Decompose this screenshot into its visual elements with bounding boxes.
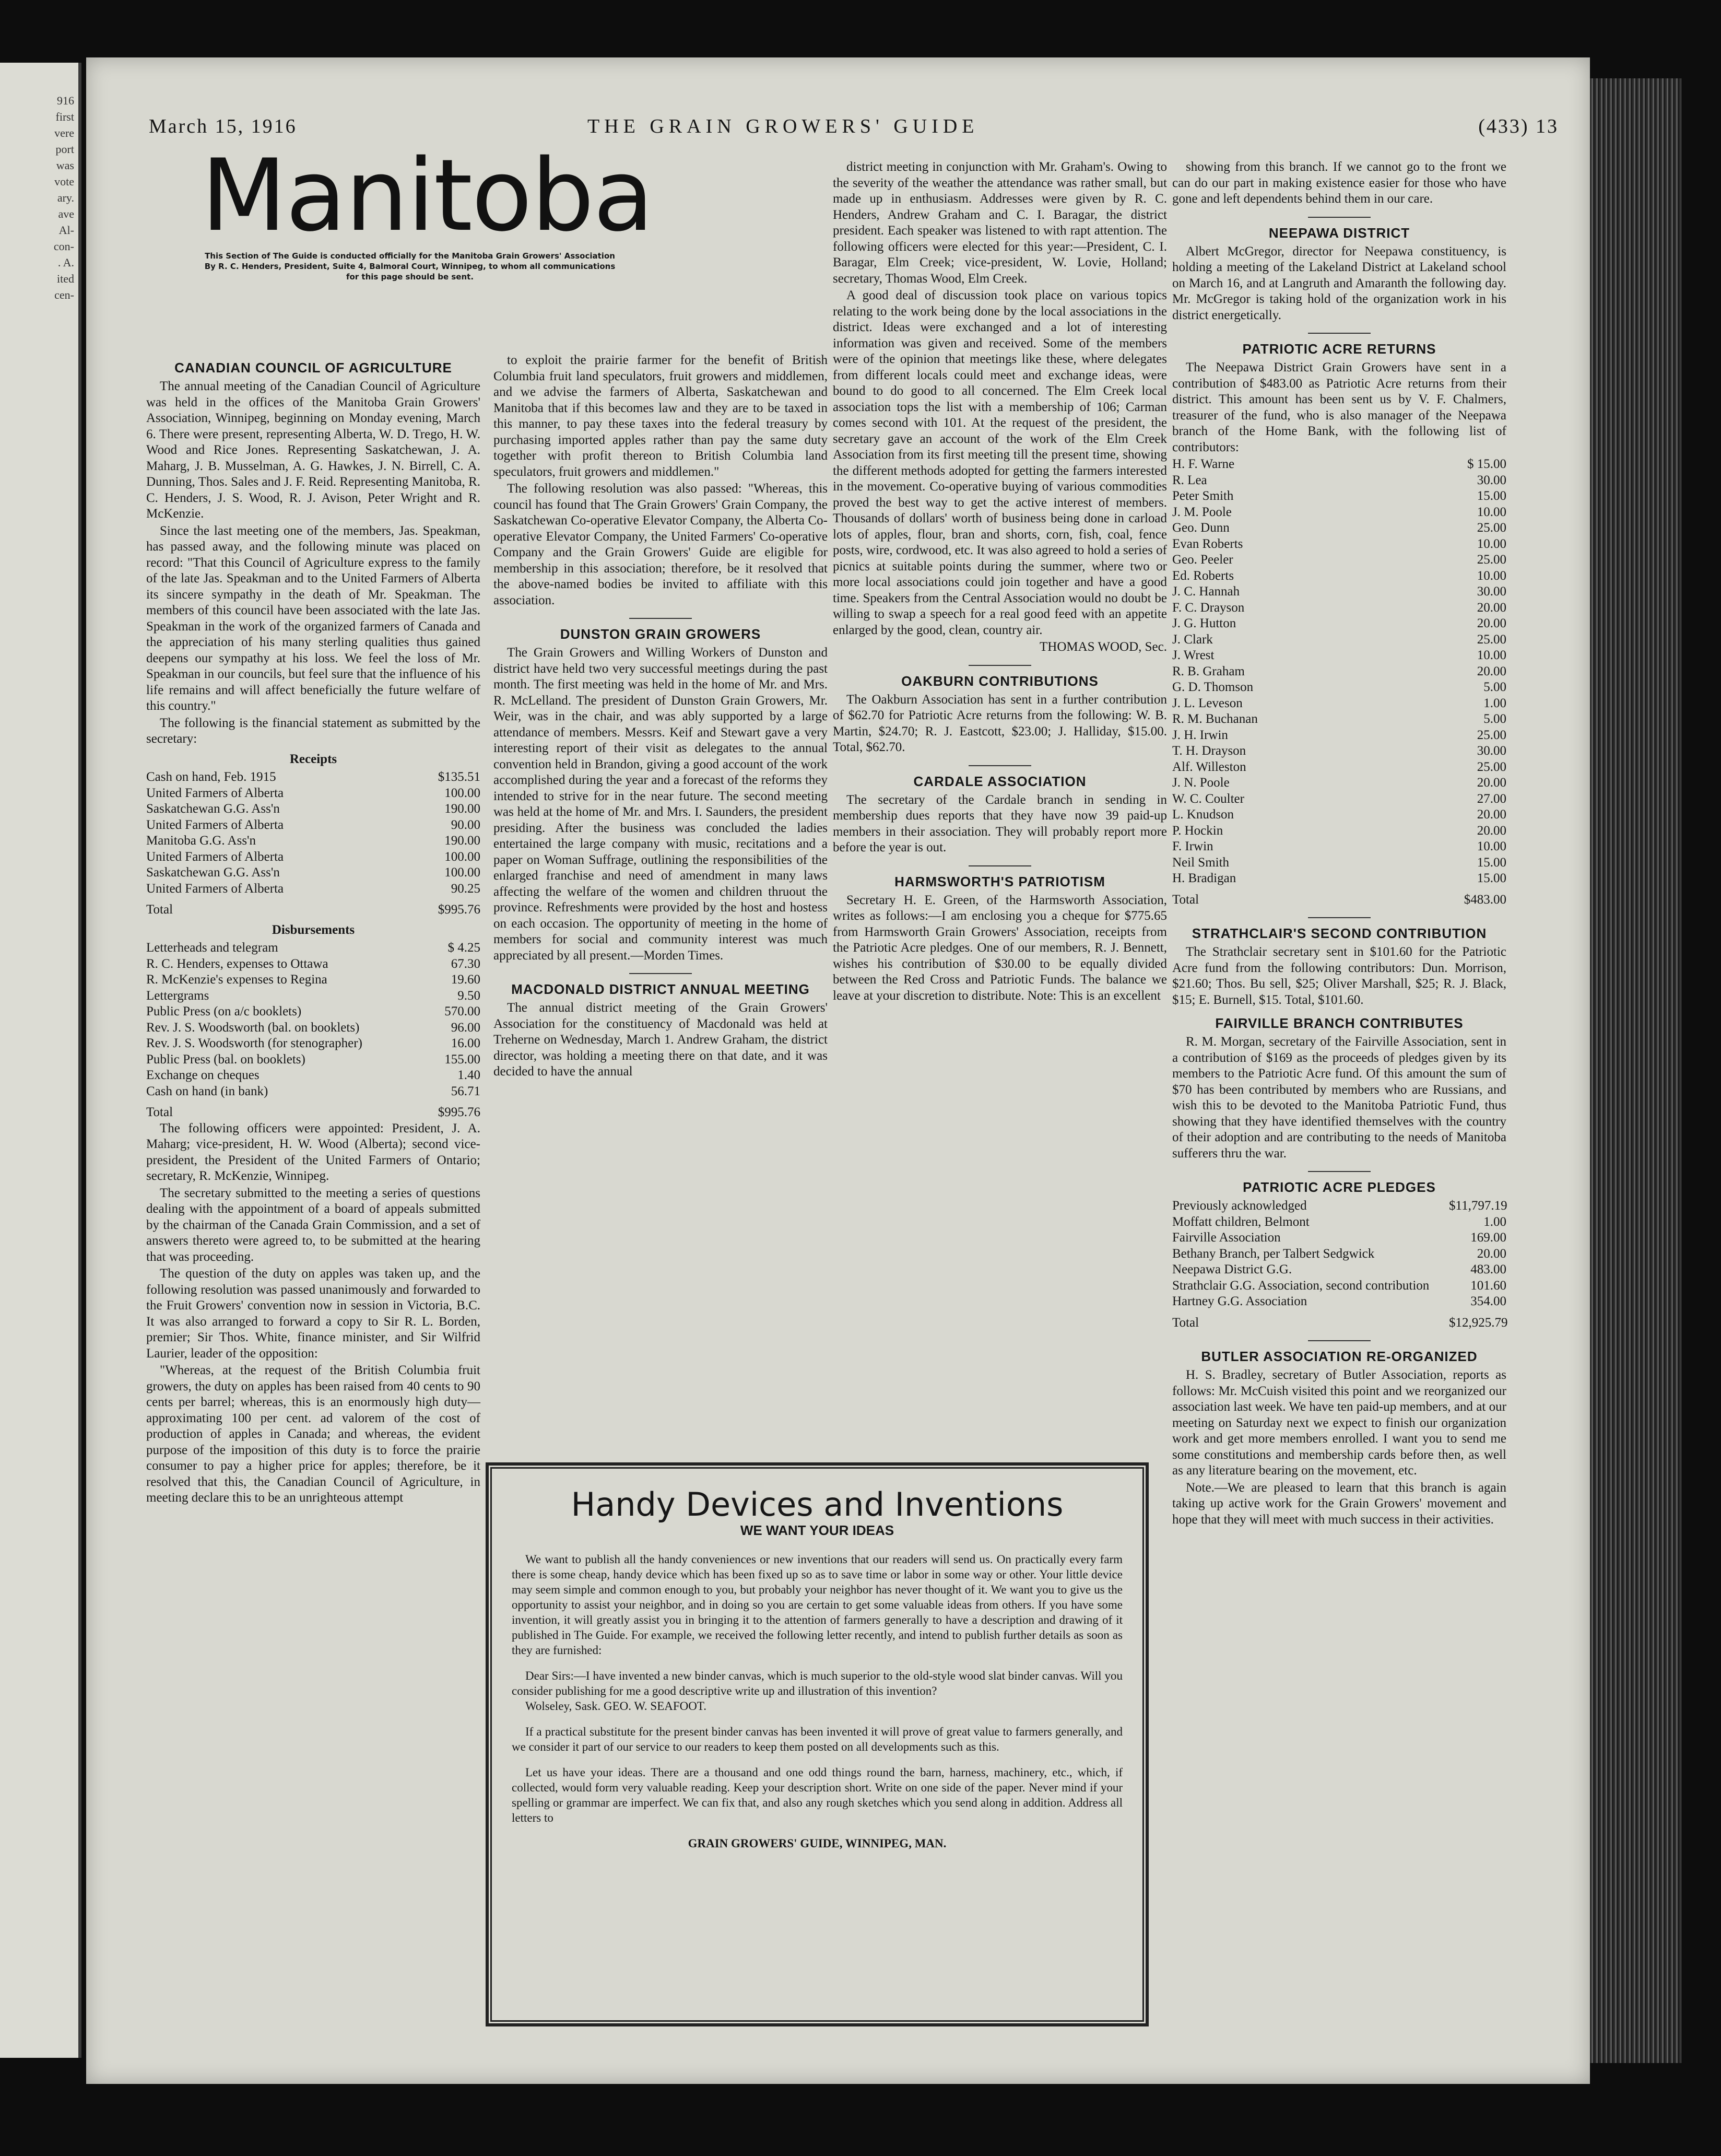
section-title: Manitoba bbox=[201, 138, 653, 253]
ledger-row bbox=[1172, 1214, 1506, 1231]
ledger-row bbox=[146, 1036, 480, 1052]
ledger-row bbox=[1172, 839, 1506, 855]
margin-fragment: 916 bbox=[57, 94, 74, 107]
ledger-row bbox=[146, 817, 480, 834]
divider bbox=[969, 665, 1031, 666]
ledger-amount: 30.00 bbox=[1477, 584, 1506, 599]
ledger-row bbox=[1172, 1230, 1506, 1246]
ledger-row bbox=[1172, 1315, 1506, 1331]
paragraph: The Oakburn Association has sent in a further contribution of $62.70 for Patriotic Acre returns from the following: W. B. Martin, $24.70; R. J. Eastcott, $23.00; J. Halliday, $15.00. Total, $62.70. bbox=[833, 692, 1167, 754]
column-3 bbox=[833, 159, 1167, 1005]
disbursements-ledger bbox=[146, 940, 480, 1099]
ledger-amount: 570.00 bbox=[444, 1004, 480, 1018]
ledger-label: J. N. Poole bbox=[1172, 776, 1230, 790]
ledger-label: Alf. Willeston bbox=[1172, 759, 1246, 774]
ledger-amount: 25.00 bbox=[1477, 521, 1506, 535]
divider bbox=[1308, 1171, 1371, 1172]
ledger-row bbox=[146, 849, 480, 865]
handy-devices-intro bbox=[512, 1552, 1123, 1658]
ledger-amount: 15.00 bbox=[1477, 855, 1506, 870]
margin-fragment: was bbox=[56, 159, 74, 172]
ledger-amount: $995.76 bbox=[438, 1105, 480, 1119]
book-page-edges bbox=[1590, 78, 1681, 2063]
ledger-label: F. C. Drayson bbox=[1172, 600, 1245, 615]
ledger-label: R. C. Henders, expenses to Ottawa bbox=[146, 956, 328, 971]
ledger-label: Lettergrams bbox=[146, 988, 209, 1003]
ledger-amount: 169.00 bbox=[1470, 1231, 1506, 1245]
ledger-label: Total bbox=[1172, 892, 1199, 907]
ledger-amount: 101.60 bbox=[1470, 1278, 1506, 1293]
ledger-row bbox=[146, 988, 480, 1004]
ledger-label: G. D. Thomson bbox=[1172, 680, 1254, 694]
ledger-row bbox=[1172, 711, 1506, 728]
ledger-amount: 20.00 bbox=[1477, 807, 1506, 822]
margin-fragment: ary. bbox=[57, 191, 74, 204]
ledger-row bbox=[1172, 1278, 1506, 1294]
ledger-row bbox=[1172, 488, 1506, 505]
ledger-row bbox=[1172, 584, 1506, 600]
ledger-row bbox=[1172, 568, 1506, 584]
ledger-label: J. G. Hutton bbox=[1172, 616, 1236, 630]
macdonald-body bbox=[493, 1000, 828, 1080]
ledger-label: P. Hockin bbox=[1172, 823, 1223, 838]
macdonald-heading: MACDONALD DISTRICT ANNUAL MEETING bbox=[511, 981, 810, 997]
ledger-row bbox=[1172, 1246, 1506, 1262]
left-page-fragment bbox=[0, 63, 81, 2058]
council-heading: CANADIAN COUNCIL OF AGRICULTURE bbox=[174, 360, 452, 376]
ledger-label: R. Lea bbox=[1172, 473, 1207, 487]
ledger-label: Saskatchewan G.G. Ass'n bbox=[146, 802, 280, 816]
ledger-amount: 10.00 bbox=[1477, 536, 1506, 551]
ledger-amount: 1.00 bbox=[1483, 696, 1506, 710]
ledger-label: Peter Smith bbox=[1172, 489, 1234, 503]
divider bbox=[969, 865, 1031, 866]
paragraph: The question of the duty on apples was taken up, and the following resolution was passed unanimously and forwarded to the Fruit Growers' convention now in session in Victoria, B.C. It was also arranged to forward a copy to Sir R. L. Borden, premier; Sir Thos. White, finance minister, and Sir Wilfrid Laurier, leader of the opposition: bbox=[146, 1267, 480, 1361]
harmsworth-body bbox=[833, 893, 1167, 1004]
ledger-row bbox=[146, 865, 480, 881]
margin-fragment: ited bbox=[57, 272, 74, 285]
ledger-label: Cash on hand, Feb. 1915 bbox=[146, 770, 276, 784]
ledger-label: Fairville Association bbox=[1172, 1231, 1281, 1245]
strathclair-heading: STRATHCLAIR'S SECOND CONTRIBUTION bbox=[1192, 925, 1487, 941]
ledger-amount: 20.00 bbox=[1477, 616, 1506, 630]
ledger-amount: 354.00 bbox=[1470, 1294, 1506, 1308]
ledger-amount: 19.60 bbox=[451, 972, 480, 987]
ledger-label: Public Press (on a/c booklets) bbox=[146, 1004, 302, 1018]
divider bbox=[629, 618, 692, 619]
ledger-row bbox=[1172, 823, 1506, 839]
oakburn-heading: OAKBURN CONTRIBUTIONS bbox=[901, 673, 1099, 689]
ledger-label: J. Clark bbox=[1172, 632, 1213, 647]
receipts-ledger bbox=[146, 769, 480, 897]
ledger-row bbox=[1172, 871, 1506, 887]
ledger-amount: 190.00 bbox=[444, 834, 480, 848]
cardale-body bbox=[833, 792, 1167, 856]
council-continued bbox=[493, 353, 828, 608]
margin-fragment: Al- bbox=[58, 224, 74, 237]
ledger-row bbox=[1172, 632, 1506, 648]
paragraph: The Neepawa District Grain Growers have sent in a contribution of $483.00 as Patriotic Acre returns from their district. This amount has been sent us by V. F. Chalmers, treasurer of the fund, who is also manager of the Neepawa branch of the Home Bank, with the following list of contributors: bbox=[1172, 360, 1506, 454]
pledges-ledger bbox=[1172, 1198, 1506, 1310]
ledger-row bbox=[146, 786, 480, 802]
returns-body bbox=[1172, 360, 1506, 455]
ledger-amount: 90.25 bbox=[451, 881, 480, 896]
ledger-label: Letterheads and telegram bbox=[146, 941, 278, 955]
ledger-amount: $12,925.79 bbox=[1449, 1315, 1508, 1330]
pledges-heading: PATRIOTIC ACRE PLEDGES bbox=[1243, 1179, 1436, 1195]
column-2 bbox=[493, 353, 828, 1081]
ledger-label: R. McKenzie's expenses to Regina bbox=[146, 972, 327, 987]
ledger-row bbox=[1172, 552, 1506, 568]
ledger-row bbox=[146, 1020, 480, 1036]
receipts-title: Receipts bbox=[289, 752, 337, 766]
page-number: (433) 13 bbox=[1478, 115, 1559, 137]
ledger-label: Geo. Dunn bbox=[1172, 521, 1230, 535]
ledger-row bbox=[1172, 1198, 1506, 1214]
disbursements-title: Disbursements bbox=[272, 922, 355, 937]
paragraph: Wolseley, Sask. GEO. W. SEAFOOT. bbox=[525, 1700, 706, 1713]
divider bbox=[1308, 917, 1371, 918]
ledger-label: J. Wrest bbox=[1172, 648, 1215, 662]
ledger-amount: $995.76 bbox=[438, 903, 480, 917]
paragraph: The following officers were appointed: President, J. A. Maharg; vice-president, H. W. Wood (Alberta); second vice-president, the President of the United Farmers of Ontario; secretary, R. McKenzie, Winnipeg. bbox=[146, 1121, 480, 1183]
ledger-label: Strathclair G.G. Association, second contribution bbox=[1172, 1278, 1430, 1293]
ledger-label: United Farmers of Alberta bbox=[146, 881, 284, 896]
ledger-row bbox=[146, 1105, 480, 1121]
paragraph: The following is the financial statement as submitted by the secretary: bbox=[146, 716, 480, 746]
ledger-amount: $ 4.25 bbox=[447, 941, 480, 955]
fairville-heading: FAIRVILLE BRANCH CONTRIBUTES bbox=[1215, 1015, 1464, 1031]
ledger-amount: $11,797.19 bbox=[1449, 1199, 1507, 1213]
ledger-amount: 100.00 bbox=[444, 786, 480, 800]
ledger-amount: 27.00 bbox=[1477, 791, 1506, 806]
paragraph: Albert McGregor, director for Neepawa constituency, is holding a meeting of the Lakeland District at Lakeland school on March 16, and at Langruth and Amaranth the following day. Mr. McGregor is taking hold of the organization work in his district energetically. bbox=[1172, 244, 1506, 322]
ledger-amount: 10.00 bbox=[1477, 648, 1506, 662]
ledger-amount: 10.00 bbox=[1477, 568, 1506, 583]
ledger-label: Rev. J. S. Woodsworth (for stenographer) bbox=[146, 1036, 362, 1050]
ledger-amount: 25.00 bbox=[1477, 728, 1506, 742]
paragraph: Since the last meeting one of the members, Jas. Speakman, has passed away, and the following minute was placed on record: "That this Council of Agriculture express to the family of the late Jas. Speakman and to the United Farmers of Alberta its sincere sympathy in the death of Mr. Speakman. The members of this council have been associated with the late Jas. Speakman in the work of the organized farmers of Canada and the appreciation of his many sterling qualities thus gained deepens our sympathy at his loss. We feel the loss of Mr. Speakman in our councils, but feel sure that the influence of his life remains and will affect beneficially the future welfare of this country." bbox=[146, 523, 480, 713]
ledger-label: W. C. Coulter bbox=[1172, 791, 1244, 806]
ledger-label: R. M. Buchanan bbox=[1172, 712, 1258, 726]
publication-title: THE GRAIN GROWERS' GUIDE bbox=[587, 115, 979, 137]
ledger-amount: 20.00 bbox=[1477, 600, 1506, 615]
ledger-row bbox=[1172, 892, 1506, 908]
ledger-row bbox=[1172, 664, 1506, 680]
ledger-label: Exchange on cheques bbox=[146, 1068, 260, 1082]
ledger-row bbox=[1172, 759, 1506, 776]
contributors-total bbox=[1172, 892, 1506, 908]
ledger-row bbox=[1172, 807, 1506, 823]
ledger-row bbox=[146, 1084, 480, 1100]
ledger-label: T. H. Drayson bbox=[1172, 744, 1246, 758]
margin-fragment: . A. bbox=[57, 256, 74, 269]
margin-fragment: vote bbox=[54, 175, 74, 188]
council-body bbox=[146, 379, 480, 747]
ledger-label: Saskatchewan G.G. Ass'n bbox=[146, 865, 280, 880]
ledger-label: Previously acknowledged bbox=[1172, 1199, 1307, 1213]
ledger-label: Cash on hand (in bank) bbox=[146, 1084, 268, 1098]
margin-fragment: vere bbox=[54, 126, 74, 139]
returns-heading: PATRIOTIC ACRE RETURNS bbox=[1242, 341, 1436, 357]
paragraph: district meeting in conjunction with Mr. Graham's. Owing to the severity of the weather the attendance was rather small, but made up in enthusiasm. Addresses were given by R. C. Henders, Andrew Graham and C. I. Baragar, the district president. Each speaker was listened to with rapt attention. The following officers were elected for this year:—President, C. I. Baragar, Elm Creek; vice-president, W. Lovie, Holland; secretary, Thomas Wood, Elm Creek. bbox=[833, 160, 1167, 286]
ledger-row bbox=[1172, 473, 1506, 489]
ledger-amount: 56.71 bbox=[451, 1084, 480, 1098]
ledger-label: Ed. Roberts bbox=[1172, 568, 1234, 583]
ledger-amount: 10.00 bbox=[1477, 839, 1506, 853]
newspaper-page bbox=[86, 57, 1590, 2084]
ledger-amount: 190.00 bbox=[444, 802, 480, 816]
ledger-row bbox=[146, 972, 480, 988]
oakburn-body bbox=[833, 692, 1167, 756]
handy-devices-more bbox=[512, 1724, 1123, 1825]
ledger-amount: 1.40 bbox=[457, 1068, 480, 1082]
ledger-amount: 25.00 bbox=[1477, 632, 1506, 647]
paragraph: The annual meeting of the Canadian Council of Agriculture was held in the offices of the Manitoba Grain Growers' Association, Winnipeg, beginning on Monday evening, March 6. There were present, representing Alberta, W. D. Trego, H. W. Wood and Rice Jones. Representing Saskatchewan, J. A. Maharg, J. B. Musselman, A. G. Hawkes, J. N. Birrell, C. A. Dunning, Thos. Sales and J. F. Reid. Representing Manitoba, R. C. Henders, J. S. Wood, R. J. Avison, Peter Wright and R. McKenzie. bbox=[146, 379, 480, 521]
strathclair-body bbox=[1172, 944, 1506, 1008]
ledger-row bbox=[146, 881, 480, 897]
paragraph: R. M. Morgan, secretary of the Fairville Association, sent in a contribution of $169 as the proceeds of pledges given by its members to the Patriotic Acre fund. Of this amount the sum of $70 has been contributed by members who are Russians, and wish this to be devoted to the Manitoba Patriotic Fund, thus showing that they have identified themselves with the country of their adoption and are contributing to the needs of Manitoba sufferers thru the war. bbox=[1172, 1035, 1506, 1161]
ledger-amount: $483.00 bbox=[1464, 892, 1506, 907]
ledger-row bbox=[1172, 791, 1506, 807]
council-after bbox=[146, 1121, 480, 1506]
section-note: This Section of The Guide is conducted officially for the Manitoba Grain Growers' Association By R. C. Henders, President, Suite 4, Balmoral Court, Winnipeg, to whom all communications for this page should be sent. bbox=[204, 251, 616, 282]
mailing-address: GRAIN GROWERS' GUIDE, WINNIPEG, MAN. bbox=[688, 1837, 947, 1850]
ledger-amount: 9.50 bbox=[457, 988, 480, 1003]
ledger-label: Hartney G.G. Association bbox=[1172, 1294, 1307, 1308]
ledger-label: United Farmers of Alberta bbox=[146, 817, 284, 832]
margin-fragment: port bbox=[55, 143, 74, 156]
ledger-row bbox=[1172, 505, 1506, 521]
ledger-amount: 5.00 bbox=[1483, 712, 1506, 726]
dunston-body bbox=[493, 645, 828, 964]
ledger-row bbox=[1172, 855, 1506, 871]
ledger-amount: $ 15.00 bbox=[1467, 457, 1506, 471]
contributors-ledger bbox=[1172, 456, 1506, 887]
running-head bbox=[149, 115, 1559, 136]
paragraph: The Grain Growers and Willing Workers of Dunston and district have held two very successful meetings during the past month. The first meeting was held in the home of Mr. and Mrs. R. McLelland. The president of Dunston Grain Growers, Mr. Weir, was in the chair, and was ably supported by a large attendance of members. Messrs. Keif and Stewart gave a very interesting report of their visit as delegates to the annual convention held in Brandon, giving a good account of the work accomplished during the year and a forecast of the reforms they intended to strive for in the near future. The second meeting was held at the home of Mr. and Mrs. I. Saunders, the president presiding. After the business was concluded the ladies entertained the large company with music, recitations and a paper on Woman Suffrage, outlining the responsibilities of the enlarged franchise and need of amendment in many laws affecting the welfare of the women and children thruout the province. Refreshments were provided by the host and hostess on each occasion. The opportunity of meeting in the home of members for social and community interest was much appreciated by all present.—Morden Times. bbox=[493, 646, 828, 963]
ledger-label: Total bbox=[146, 903, 173, 917]
ledger-row bbox=[1172, 456, 1506, 473]
ledger-row bbox=[146, 1052, 480, 1068]
ledger-label: Manitoba G.G. Ass'n bbox=[146, 834, 256, 848]
paragraph: H. S. Bradley, secretary of Butler Association, reports as follows: Mr. McCuish visited this point and we reorganized our association last week. We have ten paid-up members, and at our meeting on Saturday next we expect to finish our organization work and get more members enrolled. I want you to send me some constitutions and membership cards before then, as well as any literature bearing on the movement, etc. bbox=[1172, 1368, 1506, 1478]
margin-fragment: con- bbox=[53, 240, 74, 253]
handy-devices-title: Handy Devices and Inventions bbox=[571, 1485, 1064, 1524]
ledger-amount: 15.00 bbox=[1477, 871, 1506, 885]
ledger-row bbox=[1172, 775, 1506, 791]
ledger-label: Evan Roberts bbox=[1172, 536, 1243, 551]
paragraph: The following resolution was also passed: "Whereas, this council has found that The Grain Growers' Grain Company, the Saskatchewan Co-operative Elevator Company, the Alberta Co-operative Elevator Company, the United Farmers' Co-operative Company and the Grain Growers' Guide are eligible for membership in this association; therefore, be it resolved that the above-named bodies be invited to affiliate with this association. bbox=[493, 482, 828, 607]
margin-fragment: first bbox=[55, 110, 74, 123]
ledger-row bbox=[1172, 1262, 1506, 1278]
divider bbox=[1308, 217, 1371, 218]
ledger-row bbox=[1172, 648, 1506, 664]
ledger-amount: 10.00 bbox=[1477, 505, 1506, 519]
butler-body bbox=[1172, 1367, 1506, 1528]
paragraph: The secretary of the Cardale branch in sending in membership dues reports that they have now 39 paid-up members in their association. They will probably report more before the year is out. bbox=[833, 792, 1167, 854]
ledger-amount: 15.00 bbox=[1477, 489, 1506, 503]
divider bbox=[1308, 333, 1371, 334]
paragraph: The secretary submitted to the meeting a series of questions dealing with the appointment of a board of appeals submitted by the chairman of the Canada Grain Commission, and a set of answers thereto were agreed to, to be submitted at the hearing that was proceeding. bbox=[146, 1186, 480, 1264]
ledger-amount: 20.00 bbox=[1477, 664, 1506, 678]
margin-fragment: ave bbox=[58, 207, 74, 220]
paragraph: "Whereas, at the request of the British Columbia fruit growers, the duty on apples has been raised from 40 cents to 90 cents per barrel; whereas, this is an enormously high duty—approximating 100 per cent. ad valorem of the cost of production of apples in Canada; and whereas, the evident purpose of the imposition of this duty is to force the prairie consumer to pay a higher price for apples; therefore, be it resolved that this, the Canadian Council of Agriculture, in meeting declare this to be an unrighteous attempt bbox=[146, 1363, 480, 1505]
butler-heading: BUTLER ASSOCIATION RE-ORGANIZED bbox=[1201, 1349, 1478, 1364]
ledger-label: L. Knudson bbox=[1172, 807, 1234, 822]
ledger-label: J. L. Leveson bbox=[1172, 696, 1243, 710]
paragraph: We want to publish all the handy conveniences or new inventions that our readers will send us. On practically every farm there is some cheap, handy device which has been fixed up so as to save time or labor in some way or other. Your little device may seem simple and common enough to you, but probably your neighbor has never thought of it. We want you to give us the opportunity to assist your neighbor, and in doing so you are certain to get some valuable ideas from others. If you have some invention, it will greatly assist you in bringing it to the attention of farmers generally to have a description and drawing of it published in The Guide. For example, we received the following letter recently, and intend to publish further details as soon as they are furnished: bbox=[512, 1553, 1123, 1657]
neepawa-body bbox=[1172, 244, 1506, 324]
ledger-label: United Farmers of Alberta bbox=[146, 786, 284, 800]
ledger-row bbox=[146, 801, 480, 817]
ledger-row bbox=[146, 769, 480, 786]
fairville-body bbox=[1172, 1034, 1506, 1162]
ledger-row bbox=[1172, 696, 1506, 712]
paragraph: Secretary H. E. Green, of the Harmsworth Association, writes as follows:—I am enclosing you a cheque for $775.65 from Harmsworth Grain Growers' Association, receipts from the Patriotic Acre pledges. One of our members, R. J. Bennett, wishes his contribution of $30.00 to be equally divided between the Red Cross and Patriotic Funds. The balance we leave at your discretion to distribute. Note: This is an excellent bbox=[833, 893, 1167, 1003]
signature: THOMAS WOOD, Sec. bbox=[1040, 640, 1167, 654]
ledger-amount: 20.00 bbox=[1477, 823, 1506, 838]
ledger-row bbox=[146, 902, 480, 918]
paragraph: The annual district meeting of the Grain Growers' Association for the constituency of Macdonald was held at Treherne on Wednesday, March 1. Andrew Graham, the district director, was holding a meeting there on that date, and it was decided to have the annual bbox=[493, 1001, 828, 1079]
receipts-total bbox=[146, 902, 480, 918]
neepawa-heading: NEEPAWA DISTRICT bbox=[1268, 225, 1410, 241]
handy-devices-subtitle: WE WANT YOUR IDEAS bbox=[740, 1522, 894, 1538]
issue-date: March 15, 1916 bbox=[149, 115, 297, 137]
ledger-label: J. C. Hannah bbox=[1172, 584, 1240, 599]
ledger-label: Moffatt children, Belmont bbox=[1172, 1214, 1310, 1229]
ledger-label: United Farmers of Alberta bbox=[146, 849, 284, 864]
dunston-heading: DUNSTON GRAIN GROWERS bbox=[560, 626, 761, 642]
ledger-label: J. H. Irwin bbox=[1172, 728, 1228, 742]
column-4 bbox=[1172, 159, 1506, 1529]
ledger-amount: 67.30 bbox=[451, 956, 480, 971]
ledger-row bbox=[1172, 616, 1506, 632]
ledger-amount: 1.00 bbox=[1483, 1214, 1506, 1229]
divider bbox=[629, 973, 692, 974]
ledger-row bbox=[146, 1004, 480, 1020]
paragraph: If a practical substitute for the present binder canvas has been invented it will prove of great value to farmers generally, and we consider it part of our service to our readers to keep them posted on all developments such as this. bbox=[512, 1725, 1123, 1753]
macdonald-continued bbox=[833, 159, 1167, 638]
ledger-amount: 25.00 bbox=[1477, 553, 1506, 567]
ledger-label: Public Press (bal. on booklets) bbox=[146, 1052, 305, 1067]
ledger-label: Total bbox=[146, 1105, 173, 1119]
ledger-row bbox=[146, 956, 480, 972]
ledger-label: R. B. Graham bbox=[1172, 664, 1245, 678]
cardale-heading: CARDALE ASSOCIATION bbox=[913, 773, 1087, 789]
ledger-row bbox=[1172, 1294, 1506, 1310]
pledges-total bbox=[1172, 1315, 1506, 1331]
paragraph: A good deal of discussion took place on various topics relating to the work being done by the local associations in the district. Ideas were exchanged and a lot of interesting information was given and received. Some of the members were of the opinion that meetings like these, where delegates from different locals could meet and exchange ideas, were bound to do good to all concerned. The Elm Creek local association tops the list with a membership of 106; Carman comes second with 101. At the request of the president, the secretary gave an account of the work of the Elm Creek Association from its first meeting till the present time, showing the different methods adopted for getting the farmers interested in the movement. Co-operative buying of various commodities proved the best way to get the active interest of members. Thousands of dollars' worth of business being done in carload lots of apples, flour, bran and shorts, corn, fish, coal, fence posts, wire, cordwood, etc. It was also agreed to hold a series of picnics at suitable points during the summer, where two or more local associations could join together and have a good time. Speakers from the Central Association would no doubt be willing to swap a speech for a real good feed with an appetite enlarged by the good, clean, country air. bbox=[833, 288, 1167, 637]
ledger-label: J. M. Poole bbox=[1172, 505, 1232, 519]
ledger-label: Rev. J. S. Woodsworth (bal. on booklets) bbox=[146, 1020, 360, 1035]
ledger-row bbox=[1172, 600, 1506, 616]
harmsworth-heading: HARMSWORTH'S PATRIOTISM bbox=[894, 873, 1105, 889]
handy-devices-box bbox=[486, 1462, 1149, 2026]
ledger-amount: 30.00 bbox=[1477, 744, 1506, 758]
paragraph: to exploit the prairie farmer for the benefit of British Columbia fruit land speculators, fruit growers and middlemen, and we advise the farmers of Alberta, Saskatchewan and Manitoba that if this becomes law and they are to be taxed in this manner, to pay these taxes into the federal treasury by purchasing imported apples rather than pay the same duty together with profit thereon to British Columbia land speculators, fruit growers and middlemen." bbox=[493, 353, 828, 479]
ledger-amount: $135.51 bbox=[438, 770, 480, 784]
ledger-amount: 90.00 bbox=[451, 817, 480, 832]
ledger-amount: 5.00 bbox=[1483, 680, 1506, 694]
ledger-label: Neil Smith bbox=[1172, 855, 1230, 870]
ledger-amount: 483.00 bbox=[1470, 1262, 1506, 1276]
paragraph: The Strathclair secretary sent in $101.60 for the Patriotic Acre fund from the following contributors: Dun. Morrison, $21.60; Thos. Bu sell, $25; Oliver Marshall, $25; R. J. Black, $15; E. Burnell, $15. Total, $101.60. bbox=[1172, 945, 1506, 1007]
divider bbox=[969, 765, 1031, 766]
ledger-label: Bethany Branch, per Talbert Sedgwick bbox=[1172, 1246, 1375, 1261]
ledger-amount: 25.00 bbox=[1477, 759, 1506, 774]
ledger-amount: 100.00 bbox=[444, 849, 480, 864]
ledger-label: H. Bradigan bbox=[1172, 871, 1236, 885]
masthead bbox=[201, 138, 653, 282]
ledger-label: Neepawa District G.G. bbox=[1172, 1262, 1292, 1276]
ledger-row bbox=[146, 940, 480, 956]
column-1 bbox=[146, 353, 480, 1507]
divider bbox=[1308, 1340, 1371, 1341]
paragraph: Note.—We are pleased to learn that this branch is again taking up active work for the Grain Growers' movement and hope that they will meet with much success in their activities. bbox=[1172, 1480, 1506, 1527]
ledger-row bbox=[1172, 520, 1506, 536]
paragraph: Dear Sirs:—I have invented a new binder canvas, which is much superior to the old-style wood slat binder canvas. Will you consider publishing for me a good descriptive write up and illustration of this invention? bbox=[512, 1669, 1123, 1697]
ledger-amount: 20.00 bbox=[1477, 1246, 1506, 1261]
ledger-amount: 20.00 bbox=[1477, 776, 1506, 790]
ledger-label: H. F. Warne bbox=[1172, 457, 1235, 471]
ledger-label: Geo. Peeler bbox=[1172, 553, 1233, 567]
margin-fragment: cen- bbox=[54, 288, 74, 301]
ledger-row bbox=[146, 1068, 480, 1084]
disbursements-total bbox=[146, 1105, 480, 1121]
ledger-row bbox=[146, 833, 480, 849]
ledger-row bbox=[1172, 536, 1506, 553]
ledger-row bbox=[1172, 679, 1506, 696]
ledger-label: Total bbox=[1172, 1315, 1199, 1330]
ledger-amount: 155.00 bbox=[444, 1052, 480, 1067]
ledger-row bbox=[1172, 728, 1506, 744]
paragraph: Let us have your ideas. There are a thousand and one odd things round the barn, harness, machinery, etc., which, if collected, would form very valuable reading. Keep your description short. Write on one side of the paper. Never mind if your spelling or grammar are imperfect. We can fix that, and also any rough sketches which you send along in addition. Address all letters to bbox=[512, 1766, 1123, 1824]
paragraph: showing from this branch. If we cannot go to the front we can do our part in making existence easier for those who have gone and left dependents behind them in our care. bbox=[1172, 160, 1506, 206]
harmsworth-continued bbox=[1172, 159, 1506, 207]
ledger-amount: 100.00 bbox=[444, 865, 480, 880]
ledger-label: F. Irwin bbox=[1172, 839, 1213, 853]
ledger-row bbox=[1172, 743, 1506, 759]
ledger-amount: 96.00 bbox=[451, 1020, 480, 1035]
reader-letter bbox=[512, 1668, 1123, 1714]
ledger-amount: 30.00 bbox=[1477, 473, 1506, 487]
ledger-amount: 16.00 bbox=[451, 1036, 480, 1050]
